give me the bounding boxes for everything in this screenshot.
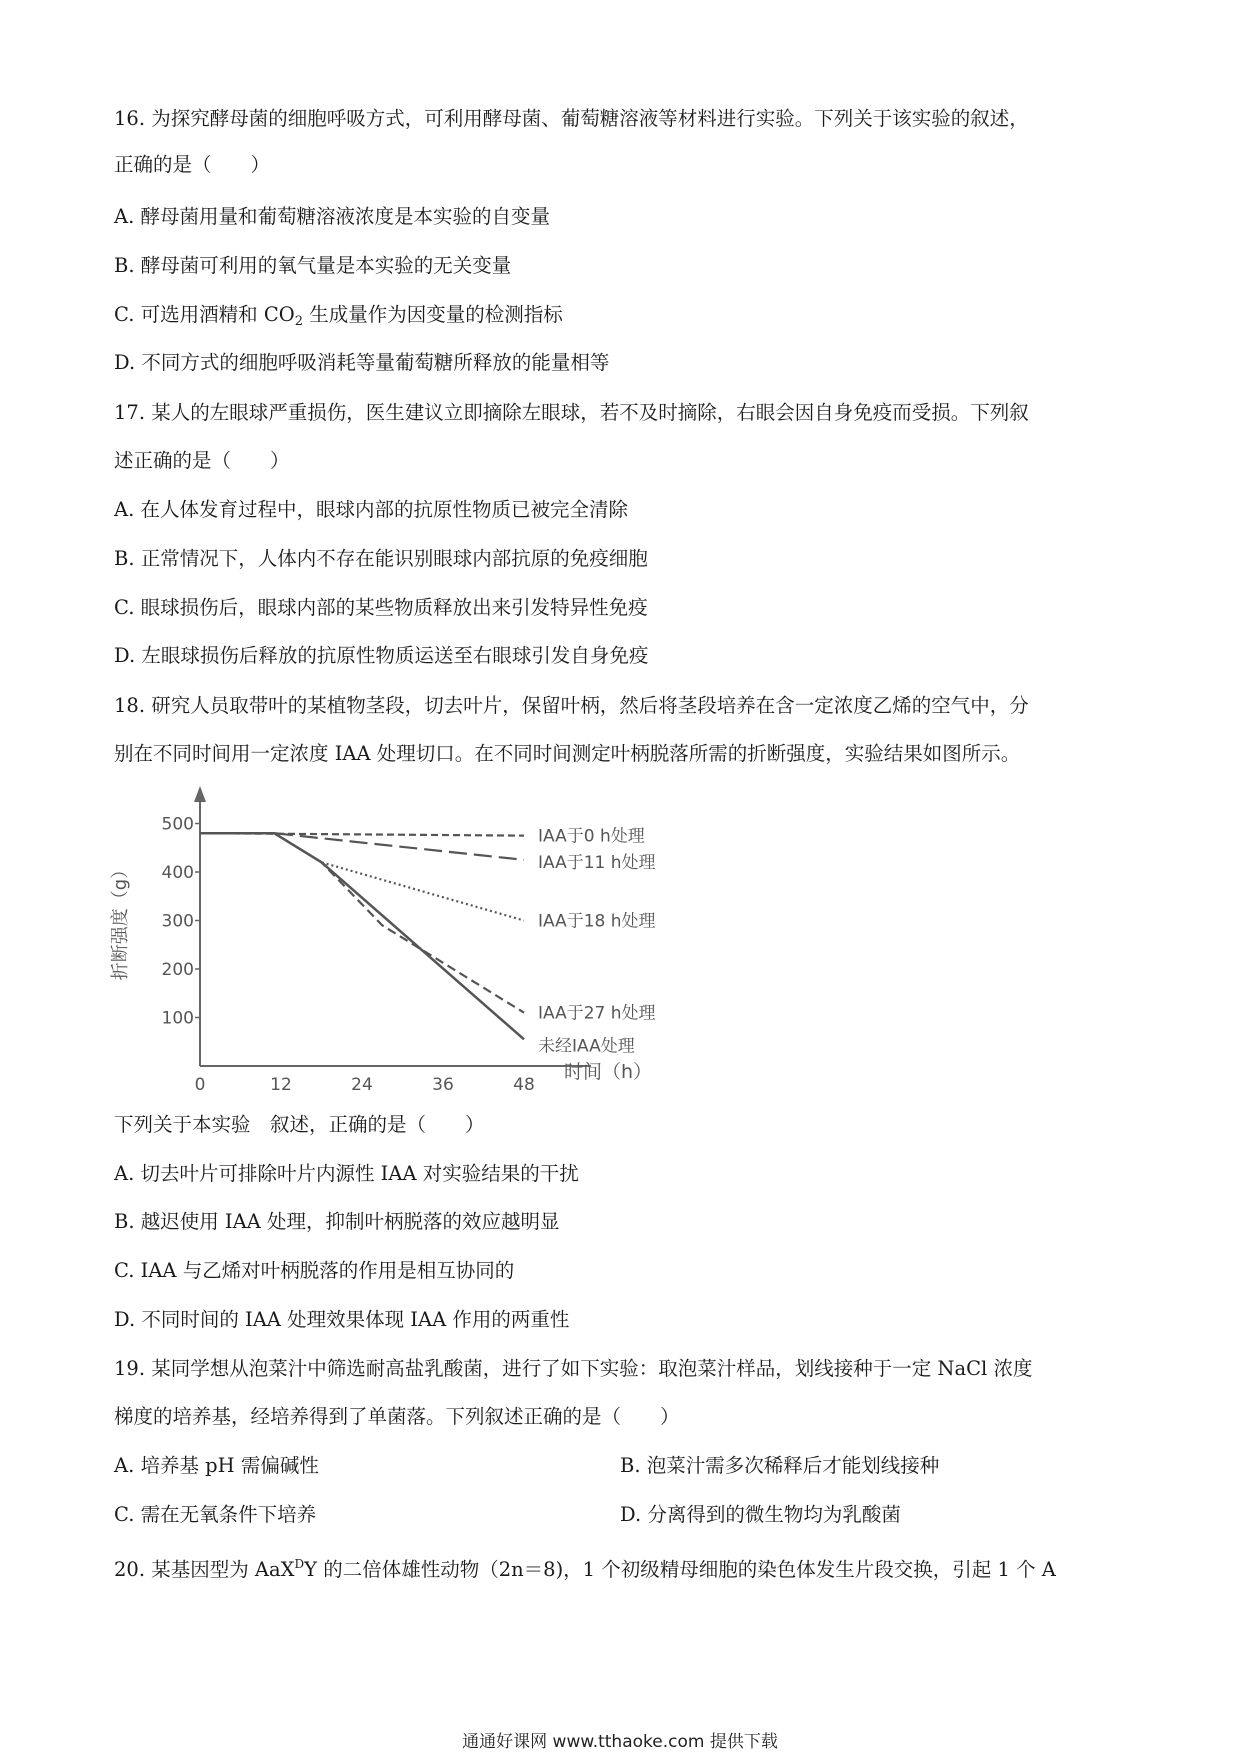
q20-stem-pre: 20. 某基因型为 AaX [114,1558,295,1581]
q17-option-b: B. 正常情况下，人体内不存在能识别眼球内部抗原的免疫细胞 [114,547,648,570]
q19-option-b: B. 泡菜汁需多次稀释后才能划线接种 [620,1454,940,1477]
q19-option-a: A. 培养基 pH 需偏碱性 [114,1454,319,1477]
series-line [200,833,524,860]
q18-stem-line1: 18. 研究人员取带叶的某植物茎段，切去叶片，保留叶柄，然后将茎段培养在含一定浓度乙烯的空气中，分 [114,694,1029,717]
series-line [200,833,524,920]
q16-option-c-post: 生成量作为因变量的检测指标 [303,303,563,326]
q19-option-d: D. 分离得到的微生物均为乳酸菌 [620,1503,901,1526]
q16-stem-line1: 16. 为探究酵母菌的细胞呼吸方式，可利用酵母菌、葡萄糖溶液等材料进行实验。下列关于该实验的叙述， [114,107,1029,130]
q16-stem-line2: 正确的是（ ） [114,153,271,176]
x-tick-label: 48 [513,1075,535,1095]
q18-option-b: B. 越迟使用 IAA 处理，抑制叶柄脱落的效应越明显 [114,1210,560,1233]
series-label: IAA于11 h处理 [538,852,656,873]
y-axis-label: 折断强度（g） [110,860,131,981]
q19-option-c: C. 需在无氧条件下培养 [114,1503,317,1526]
q16-option-b: B. 酵母菌可利用的氧气量是本实验的无关变量 [114,254,512,277]
y-tick-label: 100 [161,1008,194,1029]
q17-option-d: D. 左眼球损伤后释放的抗原性物质运送至右眼球引发自身免疫 [114,644,649,667]
x-tick-label: 36 [432,1075,454,1095]
y-tick-label: 200 [161,960,194,980]
series-line [200,833,524,1039]
x-tick-label: 0 [194,1075,206,1095]
chart-legend-labels [538,827,656,1057]
q20-superscript: D [294,1557,305,1571]
q19-stem-line2: 梯度的培养基，经培养得到了单菌落。下列叙述正确的是（ ） [114,1405,680,1428]
series-label: IAA于18 h处理 [538,911,656,932]
q17-option-a: A. 在人体发育过程中，眼球内部的抗原性物质已被完全清除 [114,498,628,521]
y-axis-arrow [194,786,206,802]
q18-stem-line2: 别在不同时间用一定浓度 IAA 处理切口。在不同时间测定叶柄脱落所需的折断强度，实验结果如图所示。 [114,742,1021,765]
q18-option-c: C. IAA 与乙烯对叶柄脱落的作用是相互协同的 [114,1259,515,1282]
chart-series [200,833,524,1039]
x-axis-label: 时间（h） [564,1061,653,1083]
series-label: 未经IAA处理 [538,1036,635,1057]
q16-option-c-pre: C. 可选用酒精和 CO [114,303,295,326]
q20-stem-line1 [114,1551,1056,1583]
y-tick-label: 300 [161,911,194,932]
q16-option-a: A. 酵母菌用量和葡萄糖溶液浓度是本实验的自变量 [114,205,550,228]
q17-stem-line1: 17. 某人的左眼球严重损伤，医生建议立即摘除左眼球，若不及时摘除，右眼会因自身免疫而受损。下列叙 [114,401,1029,424]
q18-option-d: D. 不同时间的 IAA 处理效果体现 IAA 作用的两重性 [114,1308,570,1331]
q16-option-c [114,302,563,335]
q17-stem-line2: 述正确的是（ ） [114,449,290,472]
q18-option-a: A. 切去叶片可排除叶片内源性 IAA 对实验结果的干扰 [114,1162,579,1185]
q17-option-c: C. 眼球损伤后，眼球内部的某些物质释放出来引发特异性免疫 [114,596,648,619]
q16-option-c-subscript: 2 [294,314,304,329]
x-tick-label: 24 [351,1075,373,1095]
y-tick-label: 400 [161,863,194,883]
q19-stem-line1: 19. 某同学想从泡菜汁中筛选耐高盐乳酸菌，进行了如下实验：取泡菜汁样品，划线接种于一定 NaCl 浓度 [114,1357,1033,1380]
series-line [200,833,524,1012]
series-label: IAA于0 h处理 [538,826,645,847]
q18-question-line: 下列关于本实验 叙述，正确的是（ ） [114,1113,485,1136]
x-tick-label: 12 [270,1075,292,1095]
q16-option-d: D. 不同方式的细胞呼吸消耗等量葡萄糖所释放的能量相等 [114,351,610,374]
q20-stem-post: Y 的二倍体雄性动物（2n＝8)，1 个初级精母细胞的染色体发生片段交换，引起 1 个 A [304,1558,1056,1581]
y-tick-label: 500 [161,814,194,835]
chart-ticks [162,815,535,1096]
series-label: IAA于27 h处理 [538,1003,656,1024]
page-footer: 通通好课网 www.tthaoke.com 提供下载 [462,1732,778,1752]
q18-line-chart [104,778,704,1100]
